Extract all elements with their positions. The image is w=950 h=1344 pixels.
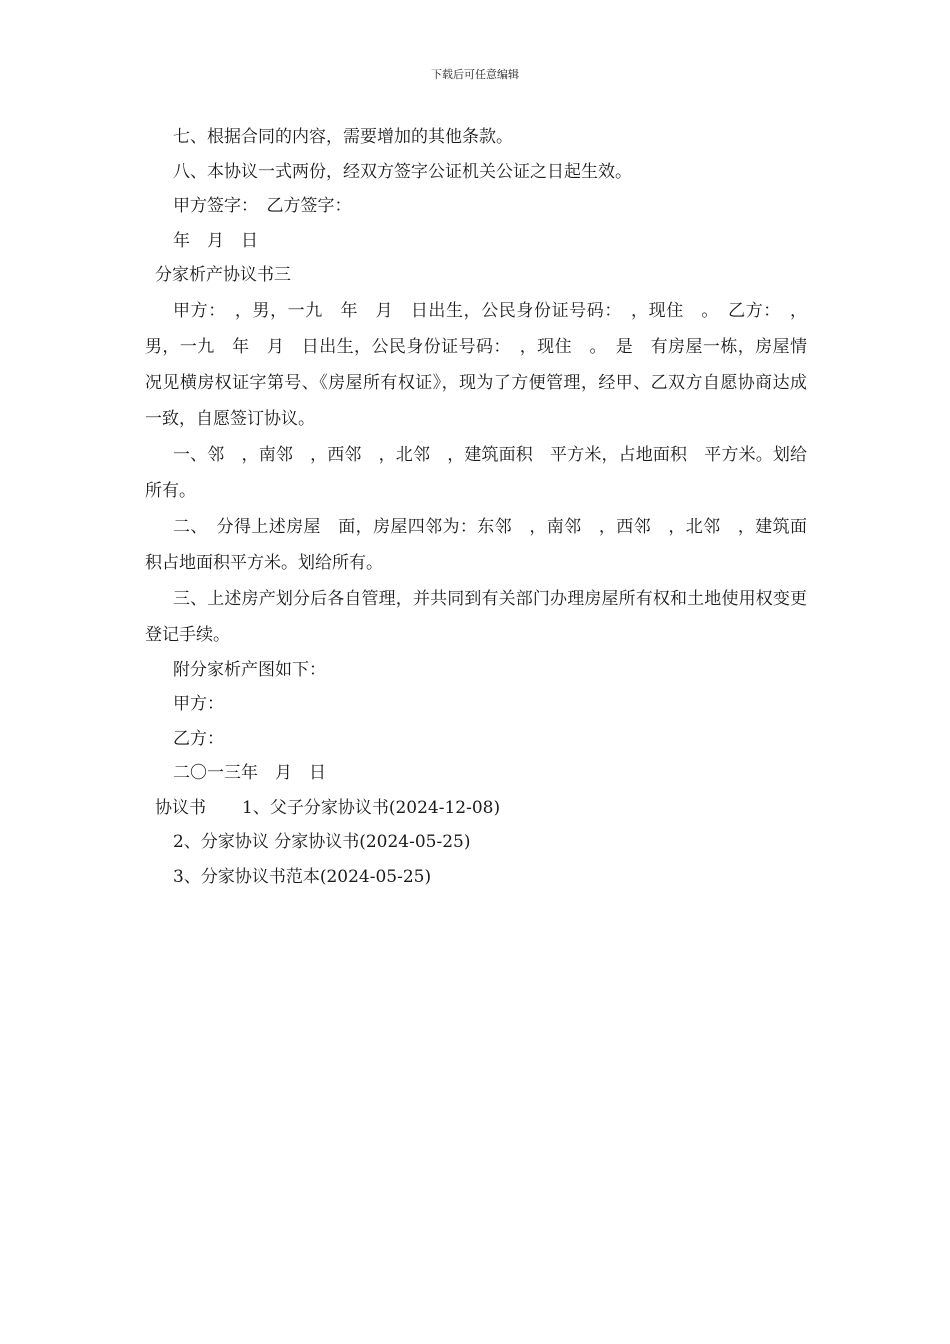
related-link-3[interactable]: 3、分家协议书范本(2024-05-25) — [173, 866, 432, 887]
related-link-2[interactable]: 2、分家协议 分家协议书(2024-05-25) — [173, 832, 471, 852]
related-label: 协议书 — [155, 797, 206, 818]
related-row-3 — [145, 860, 807, 895]
item-1: 一、邻 ，南邻 ，西邻 ，北邻 ，建筑面积 平方米，占地面积 平方米。划给 所有。 — [145, 444, 824, 501]
section-title: 分家析产协议书三 — [155, 265, 291, 285]
item-2: 二、 分得上述房屋 面，房屋四邻为：东邻 ，南邻 ，西邻 ，北邻 ，建筑面积占地面积平方米。划给所有。 — [145, 516, 807, 573]
final-date-line: 二〇一三年 月 日 — [173, 763, 326, 783]
party-a-line: 甲方： — [173, 694, 224, 714]
document-body — [145, 120, 824, 894]
clause-8: 八、本协议一式两份，经双方签字公证机关公证之日起生效。 — [173, 161, 632, 182]
item-3: 三、上述房产划分后各自管理，并共同到有关部门办理房屋所有权和土地使用权变更登记手续。 — [145, 588, 807, 645]
party-b-line: 乙方： — [173, 728, 224, 749]
related-first-row — [145, 791, 807, 826]
header-note: 下载后可任意编辑 — [431, 68, 519, 81]
signature-line: 甲方签字： 乙方签字： — [173, 196, 352, 216]
related-row-2 — [145, 825, 807, 860]
attachment-line: 附分家析产图如下： — [173, 659, 326, 680]
clause-7: 七、根据合同的内容，需要增加的其他条款。 — [173, 127, 513, 147]
related-link-1[interactable]: 1、父子分家协议书(2024-12-08) — [242, 797, 501, 818]
date-line: 年 月 日 — [173, 230, 258, 251]
parties-paragraph: 甲方： ，男，一九 年 月 日出生，公民身份证号码： ，现住 。 乙方： ，男，一九 年 月 日出生，公民身份证号码： ，现住 。 是 有房屋一栋，房屋情况见横房权证字第号、《房屋所有权证》，现为了方便管理，经甲、乙双方自愿协商达成一致，自愿签订协议。 — [145, 300, 807, 429]
